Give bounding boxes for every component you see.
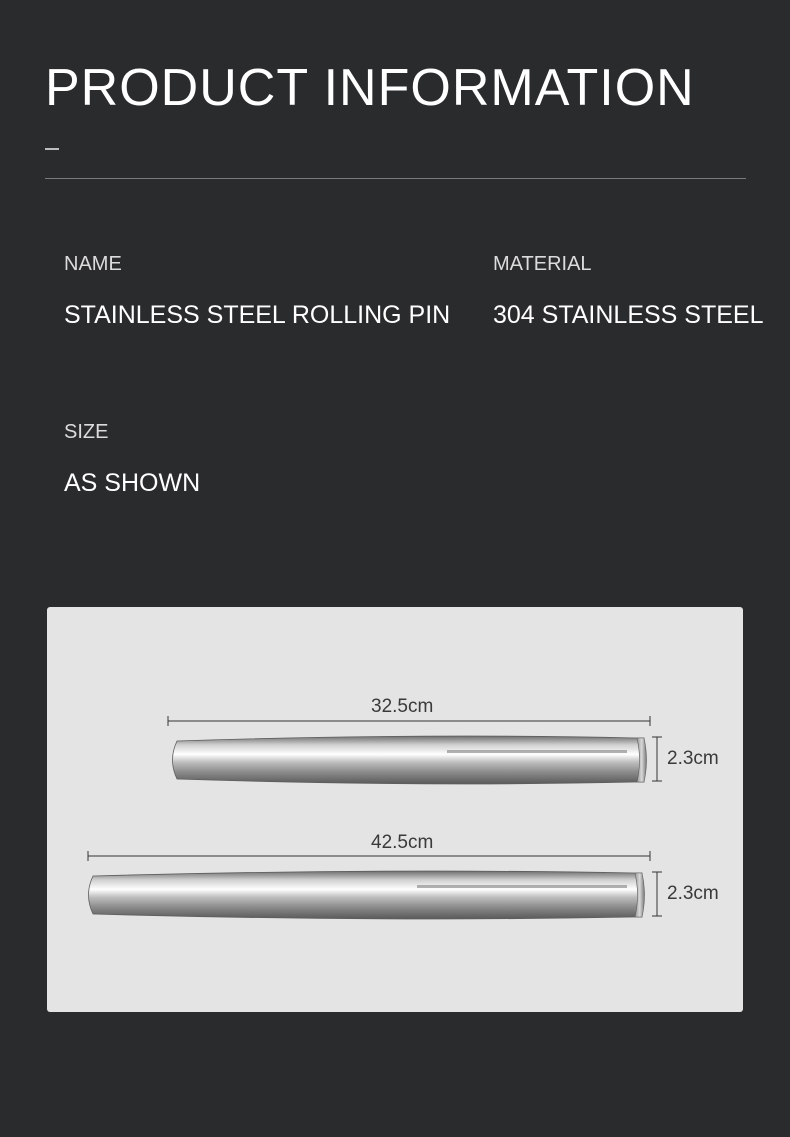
short-pin-length-label: 32.5cm bbox=[371, 696, 434, 717]
long-pin-diameter-dimension bbox=[652, 872, 662, 916]
page-title: PRODUCT INFORMATION bbox=[45, 59, 695, 117]
short-pin-diameter-label: 2.3cm bbox=[667, 748, 719, 769]
short-pin-diameter-dimension bbox=[652, 737, 662, 781]
short-rolling-pin bbox=[173, 736, 647, 784]
long-pin-length-label: 42.5cm bbox=[371, 832, 434, 853]
long-pin-diameter-label: 2.3cm bbox=[667, 883, 719, 904]
title-accent-dash bbox=[45, 148, 59, 150]
long-pin-length-dimension bbox=[88, 851, 650, 861]
long-rolling-pin bbox=[89, 871, 645, 919]
product-image-panel bbox=[47, 607, 743, 1012]
size-value: AS SHOWN bbox=[64, 469, 201, 497]
rolling-pins-illustration bbox=[47, 607, 743, 1012]
name-label: NAME bbox=[64, 253, 122, 275]
material-label: MATERIAL bbox=[493, 253, 592, 275]
size-label: SIZE bbox=[64, 421, 109, 443]
name-value: STAINLESS STEEL ROLLING PIN bbox=[64, 301, 451, 329]
header-divider bbox=[45, 178, 746, 179]
material-value: 304 STAINLESS STEEL bbox=[493, 301, 764, 329]
